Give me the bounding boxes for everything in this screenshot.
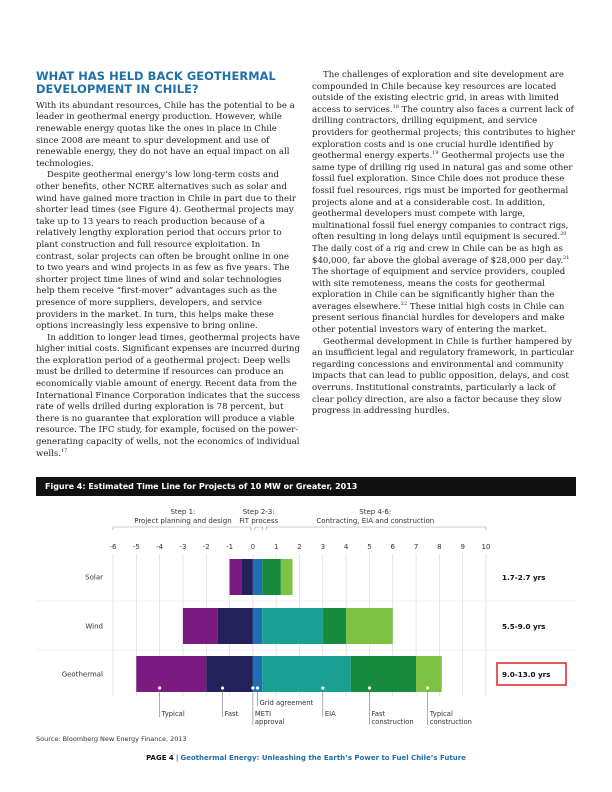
x-tick-label: 10 xyxy=(481,543,491,551)
annotation-label: METI xyxy=(254,710,272,718)
footnote-ref: 22 xyxy=(400,301,408,308)
footnote-ref: 18 xyxy=(392,103,399,110)
marker-dot xyxy=(426,686,429,689)
x-tick-label: 6 xyxy=(390,543,395,551)
bar-segment xyxy=(230,559,242,595)
x-tick-label: -1 xyxy=(226,543,234,551)
marker-dot xyxy=(368,686,371,689)
step-label-desc: Contracting, EIA and construction xyxy=(316,517,435,525)
step-bracket xyxy=(113,527,251,530)
x-tick-label: 7 xyxy=(413,543,419,551)
x-tick-label: 1 xyxy=(273,543,279,551)
x-tick-label: -6 xyxy=(109,543,117,551)
text-run: These initial high costs in Chile can present serious financial hurdles for developers and make other potential investors wary of entering the market. xyxy=(312,301,565,336)
page-footer xyxy=(0,754,612,762)
x-tick-label: 3 xyxy=(320,543,326,551)
annotation-label: approval xyxy=(254,718,285,726)
duration-label: 1.7-2.7 yrs xyxy=(502,573,546,582)
text-run: The country also faces a current lack of drilling contractors, drilling equipment, and service providers for geothermal projects; this contributes to higher exploration costs and is one crucial hurdle identified by geothermal energy experts. xyxy=(312,104,575,162)
bar-segment xyxy=(346,608,393,644)
annotation-label: EIA xyxy=(324,710,336,718)
annotation-label: construction xyxy=(429,718,472,726)
step-label-title: Step 1: xyxy=(170,508,196,516)
annotation-label: Grid agreement xyxy=(259,699,314,707)
x-tick-label: 8 xyxy=(437,543,442,551)
figure-title: Figure 4: Estimated Time Line for Projects of 10 MW or Greater, 2013 xyxy=(36,477,576,496)
annotation-label: Fast xyxy=(371,710,386,718)
footnote-ref: 17 xyxy=(60,447,68,454)
left-paragraph-3 xyxy=(36,333,300,461)
bar-segment xyxy=(241,559,253,595)
x-tick-label: 5 xyxy=(367,543,372,551)
step-label-title: Step 2-3: xyxy=(242,508,275,516)
marker-dot xyxy=(256,686,259,689)
footnote-ref: 20 xyxy=(560,231,567,238)
section-heading: WHAT HAS HELD BACK GEOTHERMAL DEVELOPMENT IN CHILE? xyxy=(36,69,276,97)
right-column xyxy=(312,70,576,418)
bar-segment xyxy=(281,559,293,595)
step-bracket xyxy=(255,527,263,530)
x-tick-label: 4 xyxy=(343,543,349,551)
x-tick-label: 0 xyxy=(250,543,256,551)
text-run: The daily cost of a rig and crew in Chile can be as high as $40,000, far above the global average of $28,000 per day. xyxy=(312,243,564,266)
footer-title: Geothermal Energy: Unleashing the Earth’s Power to Fuel Chile’s Future xyxy=(180,754,466,762)
bar-segment xyxy=(262,656,351,692)
right-paragraph-2: Geothermal development in Chile is further hampered by an insufficient legal and regulatory framework, in particular regarding concessions and environmental and community impacts that can lead to public opposition, delays, and cost overruns. Institutional constraints, particularly a lack of clear policy direction, are also a factor because they slow progress in addressing hurdles. xyxy=(312,336,574,417)
x-tick-label: -2 xyxy=(202,543,210,551)
text-run: Geothermal projects use the same type of drilling rig used in natural gas and some other fossil fuel exploration. Since Chile does not produce these fossil fuel resources, rigs must be imported for geothermal projects alone and at a considerable cost. In addition, geothermal developers must compete with large, multinational fossil fuel energy companies to contract rigs, often resulting in long delays until equipment is secured. xyxy=(312,151,573,243)
bar-segment xyxy=(218,608,253,644)
annotation-label: Typical xyxy=(429,710,453,718)
step-label-title: Step 4-6: xyxy=(359,508,392,516)
footnote-ref: 21 xyxy=(563,254,570,261)
figure-source: Source: Bloomberg New Energy Finance, 2013 xyxy=(36,735,187,743)
series-label: Solar xyxy=(85,573,103,582)
bar-segment xyxy=(183,608,218,644)
footnote-ref: 19 xyxy=(432,150,439,157)
marker-dot xyxy=(158,686,161,689)
left-paragraph-2: Despite geothermal energy’s low long-term costs and other benefits, other NCRE alternatives such as solar and wind have gained more traction in Chile in part due to their shorter lead times (see Figure 4). Geothermal projects may take up to 13 years to reach production because of a relatively lengthy exploration period that occurs prior to plant construction and full resource exploitation. In contrast, solar projects can often be brought online in one to two years and wind projects in as few as five years. The shorter project time lines of wind and solar technologies help them receive “first-mover” advantages such as the presence of more suppliers, developers, and service providers in the market. In turn, this helps make these options increasingly less expensive to bring online. xyxy=(36,170,296,332)
x-tick-label: -3 xyxy=(179,543,187,551)
left-column xyxy=(36,70,300,460)
bar-segment xyxy=(323,608,346,644)
bar-segment xyxy=(416,656,442,692)
timeline-chart xyxy=(0,500,612,732)
bar-segment xyxy=(253,559,262,595)
series-label: Wind xyxy=(85,622,103,631)
step-bracket xyxy=(267,527,486,530)
left-paragraph-1: With its abundant resources, Chile has the potential to be a leader in geothermal energy production. However, while renewable energy quotas like the ones in place in Chile since 2008 are meant to spur development and use of renewable energy, they do not have an equal impact on all technologies. xyxy=(36,100,295,169)
annotation-label: Fast xyxy=(224,710,239,718)
annotation-label: Typical xyxy=(161,710,185,718)
annotation-label: construction xyxy=(371,718,414,726)
bar-segment xyxy=(351,656,416,692)
duration-label: 5.5-9.0 yrs xyxy=(502,622,546,631)
step-label-desc: Project planning and design xyxy=(134,517,232,525)
bar-segment xyxy=(136,656,206,692)
bar-segment xyxy=(262,608,323,644)
bar-segment xyxy=(262,559,281,595)
text-run: The challenges of exploration and site development are compounded in Chile because key resources are located outside of the existing electric grid, in areas with limited access to services. xyxy=(312,70,564,115)
x-tick-label: 2 xyxy=(297,543,302,551)
x-tick-label: -5 xyxy=(132,543,140,551)
footer-divider: | xyxy=(175,754,179,762)
duration-label: 9.0-13.0 yrs xyxy=(502,670,551,679)
page-number: PAGE 4 xyxy=(146,754,174,762)
right-paragraph-1 xyxy=(312,70,576,337)
marker-dot xyxy=(251,686,254,689)
text-run: The shortage of equipment and service providers, coupled with site remoteness, means the costs for geothermal exploration in Chile can be significantly higher than the averages elsewhere. xyxy=(312,267,566,312)
x-tick-label: 9 xyxy=(460,543,465,551)
marker-dot xyxy=(321,686,324,689)
left-paragraph-3-text: In addition to longer lead times, geothermal projects have higher initial costs. Significant expenses are incurred during the exploration period of a geothermal project: Deep wells must be drilled to determine if resources can produce an economically viable amount of energy. Recent data from the International Finance Corporation indicates that the success rate of wells drilled during exploration is 78 percent, but there is no guarantee that exploration will produce a viable resource. The IFC study, for example, focused on the power-generating capacity of wells, not the economics of individual wells. xyxy=(36,332,301,459)
series-label: Geothermal xyxy=(61,670,103,679)
bar-segment xyxy=(253,608,262,644)
bar-segment xyxy=(206,656,253,692)
marker-dot xyxy=(221,686,224,689)
step-label-desc: FiT process xyxy=(239,517,279,525)
x-tick-label: -4 xyxy=(156,543,164,551)
